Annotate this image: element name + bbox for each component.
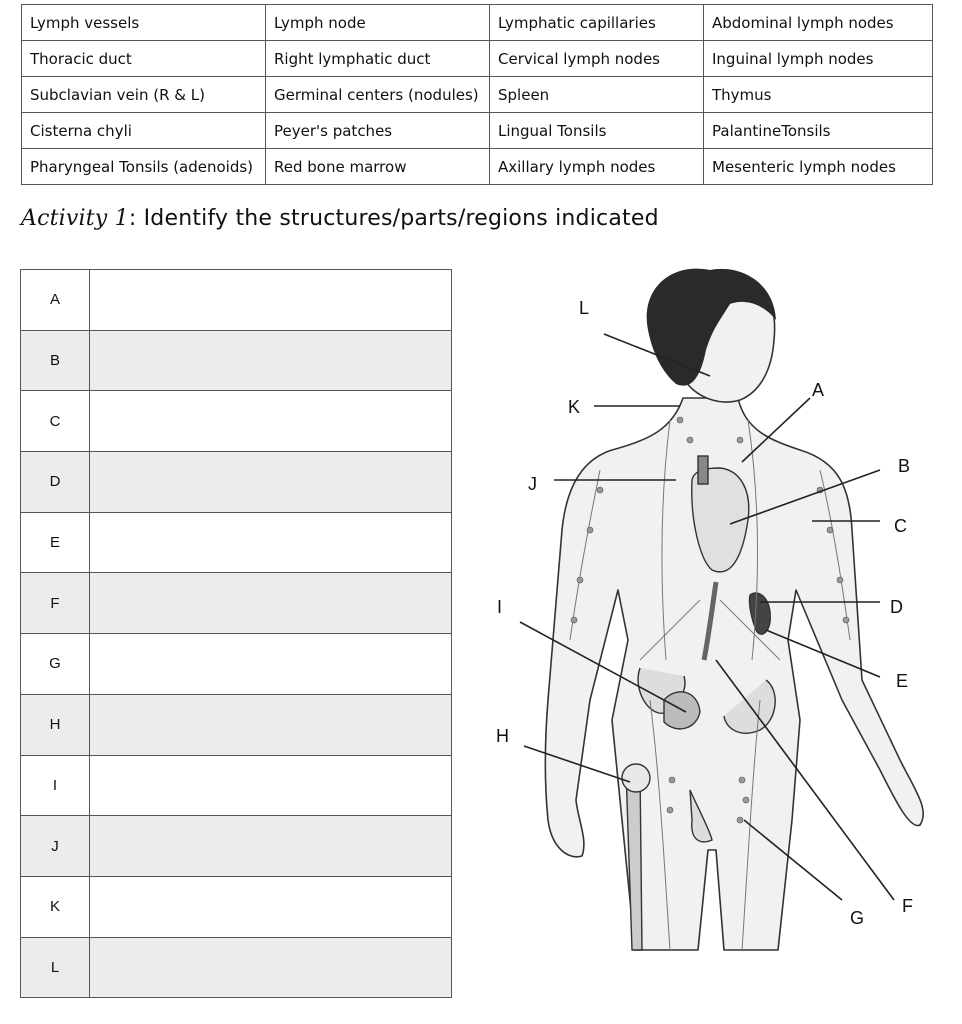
word-bank-cell: Spleen bbox=[490, 77, 704, 113]
word-bank-table bbox=[21, 4, 933, 185]
answer-field[interactable] bbox=[90, 391, 452, 452]
activity-title bbox=[21, 206, 659, 231]
answer-row bbox=[21, 937, 452, 998]
word-bank-cell: Pharyngeal Tonsils (adenoids) bbox=[22, 149, 266, 185]
label-g: G bbox=[850, 908, 865, 928]
label-h: H bbox=[496, 726, 509, 746]
word-bank-cell: Cervical lymph nodes bbox=[490, 41, 704, 77]
answer-field[interactable] bbox=[90, 755, 452, 816]
label-d: D bbox=[890, 597, 903, 617]
answer-label: F bbox=[21, 573, 90, 634]
word-bank-cell: Germinal centers (nodules) bbox=[266, 77, 490, 113]
word-bank-cell: Lingual Tonsils bbox=[490, 113, 704, 149]
word-bank-row bbox=[22, 41, 933, 77]
answer-row bbox=[21, 876, 452, 937]
answer-field[interactable] bbox=[90, 573, 452, 634]
answer-row bbox=[21, 391, 452, 452]
head-illustration bbox=[647, 269, 776, 402]
answer-label: G bbox=[21, 634, 90, 695]
word-bank-cell: Lymph vessels bbox=[22, 5, 266, 41]
answer-row bbox=[21, 270, 452, 331]
word-bank-row bbox=[22, 113, 933, 149]
word-bank-cell: Right lymphatic duct bbox=[266, 41, 490, 77]
label-a: A bbox=[812, 380, 825, 400]
answer-row bbox=[21, 755, 452, 816]
word-bank-cell: Lymphatic capillaries bbox=[490, 5, 704, 41]
answer-label: L bbox=[21, 937, 90, 998]
answer-row bbox=[21, 512, 452, 573]
answer-label: B bbox=[21, 330, 90, 391]
label-b: B bbox=[898, 456, 911, 476]
answer-label: I bbox=[21, 755, 90, 816]
word-bank-cell: Mesenteric lymph nodes bbox=[704, 149, 933, 185]
answer-label: J bbox=[21, 816, 90, 877]
word-bank-cell: Cisterna chyli bbox=[22, 113, 266, 149]
answer-field[interactable] bbox=[90, 694, 452, 755]
word-bank-cell: Abdominal lymph nodes bbox=[704, 5, 933, 41]
activity-instruction: : Identify the structures/parts/regions indicated bbox=[128, 206, 659, 231]
label-k: K bbox=[568, 397, 581, 417]
answer-field[interactable] bbox=[90, 937, 452, 998]
word-bank-cell: Inguinal lymph nodes bbox=[704, 41, 933, 77]
answer-field[interactable] bbox=[90, 452, 452, 513]
answer-label: E bbox=[21, 512, 90, 573]
answer-field[interactable] bbox=[90, 634, 452, 695]
answer-field[interactable] bbox=[90, 876, 452, 937]
answer-row bbox=[21, 634, 452, 695]
answer-row bbox=[21, 573, 452, 634]
answer-label: D bbox=[21, 452, 90, 513]
label-j: J bbox=[528, 474, 537, 494]
word-bank-cell: Axillary lymph nodes bbox=[490, 149, 704, 185]
activity-number: Activity 1 bbox=[21, 206, 129, 231]
word-bank-cell: Thoracic duct bbox=[22, 41, 266, 77]
answer-label: A bbox=[21, 270, 90, 331]
answer-field[interactable] bbox=[90, 330, 452, 391]
word-bank-cell: Subclavian vein (R & L) bbox=[22, 77, 266, 113]
answer-field[interactable] bbox=[90, 512, 452, 573]
word-bank-cell: PalantineTonsils bbox=[704, 113, 933, 149]
word-bank-cell: Thymus bbox=[704, 77, 933, 113]
answer-row bbox=[21, 816, 452, 877]
answer-label: C bbox=[21, 391, 90, 452]
label-f: F bbox=[902, 896, 913, 916]
label-c: C bbox=[894, 516, 907, 536]
label-e: E bbox=[896, 671, 909, 691]
answer-field[interactable] bbox=[90, 270, 452, 331]
answer-row bbox=[21, 330, 452, 391]
answer-label: H bbox=[21, 694, 90, 755]
word-bank-row bbox=[22, 149, 933, 185]
word-bank-cell: Lymph node bbox=[266, 5, 490, 41]
answer-row bbox=[21, 452, 452, 513]
answer-field[interactable] bbox=[90, 816, 452, 877]
word-bank-cell: Peyer's patches bbox=[266, 113, 490, 149]
lymphatic-system-figure bbox=[460, 260, 960, 960]
answer-row bbox=[21, 694, 452, 755]
word-bank-cell: Red bone marrow bbox=[266, 149, 490, 185]
answer-label: K bbox=[21, 876, 90, 937]
word-bank-row bbox=[22, 77, 933, 113]
label-l: L bbox=[579, 298, 590, 318]
answer-table bbox=[20, 269, 452, 998]
label-i: I bbox=[497, 597, 503, 617]
word-bank-row bbox=[22, 5, 933, 41]
